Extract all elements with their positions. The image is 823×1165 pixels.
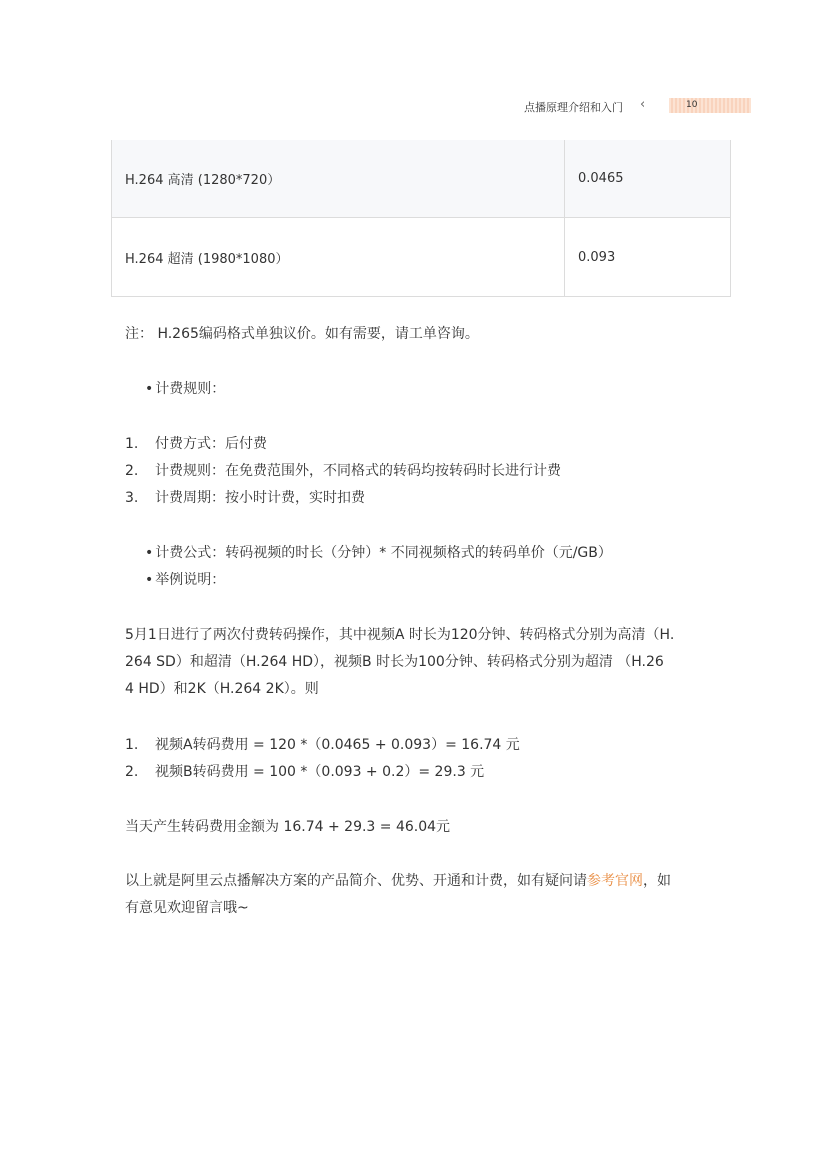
list-item: 1. 视频A转码费用 = 120 *（0.0465 + 0.093）= 16.74 元 bbox=[125, 737, 520, 753]
price-cell: 0.0465 bbox=[578, 171, 624, 186]
list-item: 2. 计费规则：在免费范围外，不同格式的转码均按转码时长进行计费 bbox=[125, 463, 561, 479]
example-heading: • 举例说明： bbox=[145, 571, 225, 589]
example-paragraph-line: 5月1日进行了两次付费转码操作，其中视频A 时长为120分钟、转码格式分别为高清（H. bbox=[125, 627, 675, 643]
page-number: 10 bbox=[669, 98, 751, 113]
example-paragraph-line: 264 SD）和超清（H.264 HD），视频B 时长为100分钟、转码格式分别为超清 （H.26 bbox=[125, 654, 664, 670]
official-site-link[interactable]: 参考官网 bbox=[587, 873, 643, 889]
closing-line-2: 有意见欢迎留言哦~ bbox=[125, 900, 249, 916]
formula-bullet: • 计费公式：转码视频的时长（分钟）* 不同视频格式的转码单价（元/GB） bbox=[145, 544, 612, 562]
list-item: 2. 视频B转码费用 = 100 *（0.093 + 0.2）= 29.3 元 bbox=[125, 764, 485, 780]
header-title: 点播原理介绍和入门 bbox=[524, 101, 623, 114]
price-cell: 0.093 bbox=[578, 249, 616, 265]
pricing-table bbox=[111, 140, 731, 297]
note-text: 注： H.265编码格式单独议价。如有需要，请工单咨询。 bbox=[125, 326, 479, 342]
billing-rules-heading: • 计费规则： bbox=[145, 380, 225, 398]
page-header bbox=[0, 98, 823, 118]
list-item: 3. 计费周期：按小时计费，实时扣费 bbox=[125, 490, 365, 506]
chevron-left-icon[interactable]: ‹ bbox=[640, 97, 646, 112]
format-cell: H.264 高清 (1280*720） bbox=[112, 140, 565, 217]
format-cell: H.264 超清 (1980*1080） bbox=[112, 218, 565, 296]
list-item: 1. 付费方式：后付费 bbox=[125, 436, 267, 452]
table-row bbox=[112, 140, 730, 217]
example-paragraph-line: 4 HD）和2K（H.264 2K）。则 bbox=[125, 681, 319, 697]
closing-line: 以上就是阿里云点播解决方案的产品简介、优势、开通和计费，如有疑问请参考官网，如 bbox=[125, 873, 671, 889]
table-row bbox=[112, 217, 730, 296]
total-text: 当天产生转码费用金额为 16.74 + 29.3 = 46.04元 bbox=[125, 819, 451, 835]
